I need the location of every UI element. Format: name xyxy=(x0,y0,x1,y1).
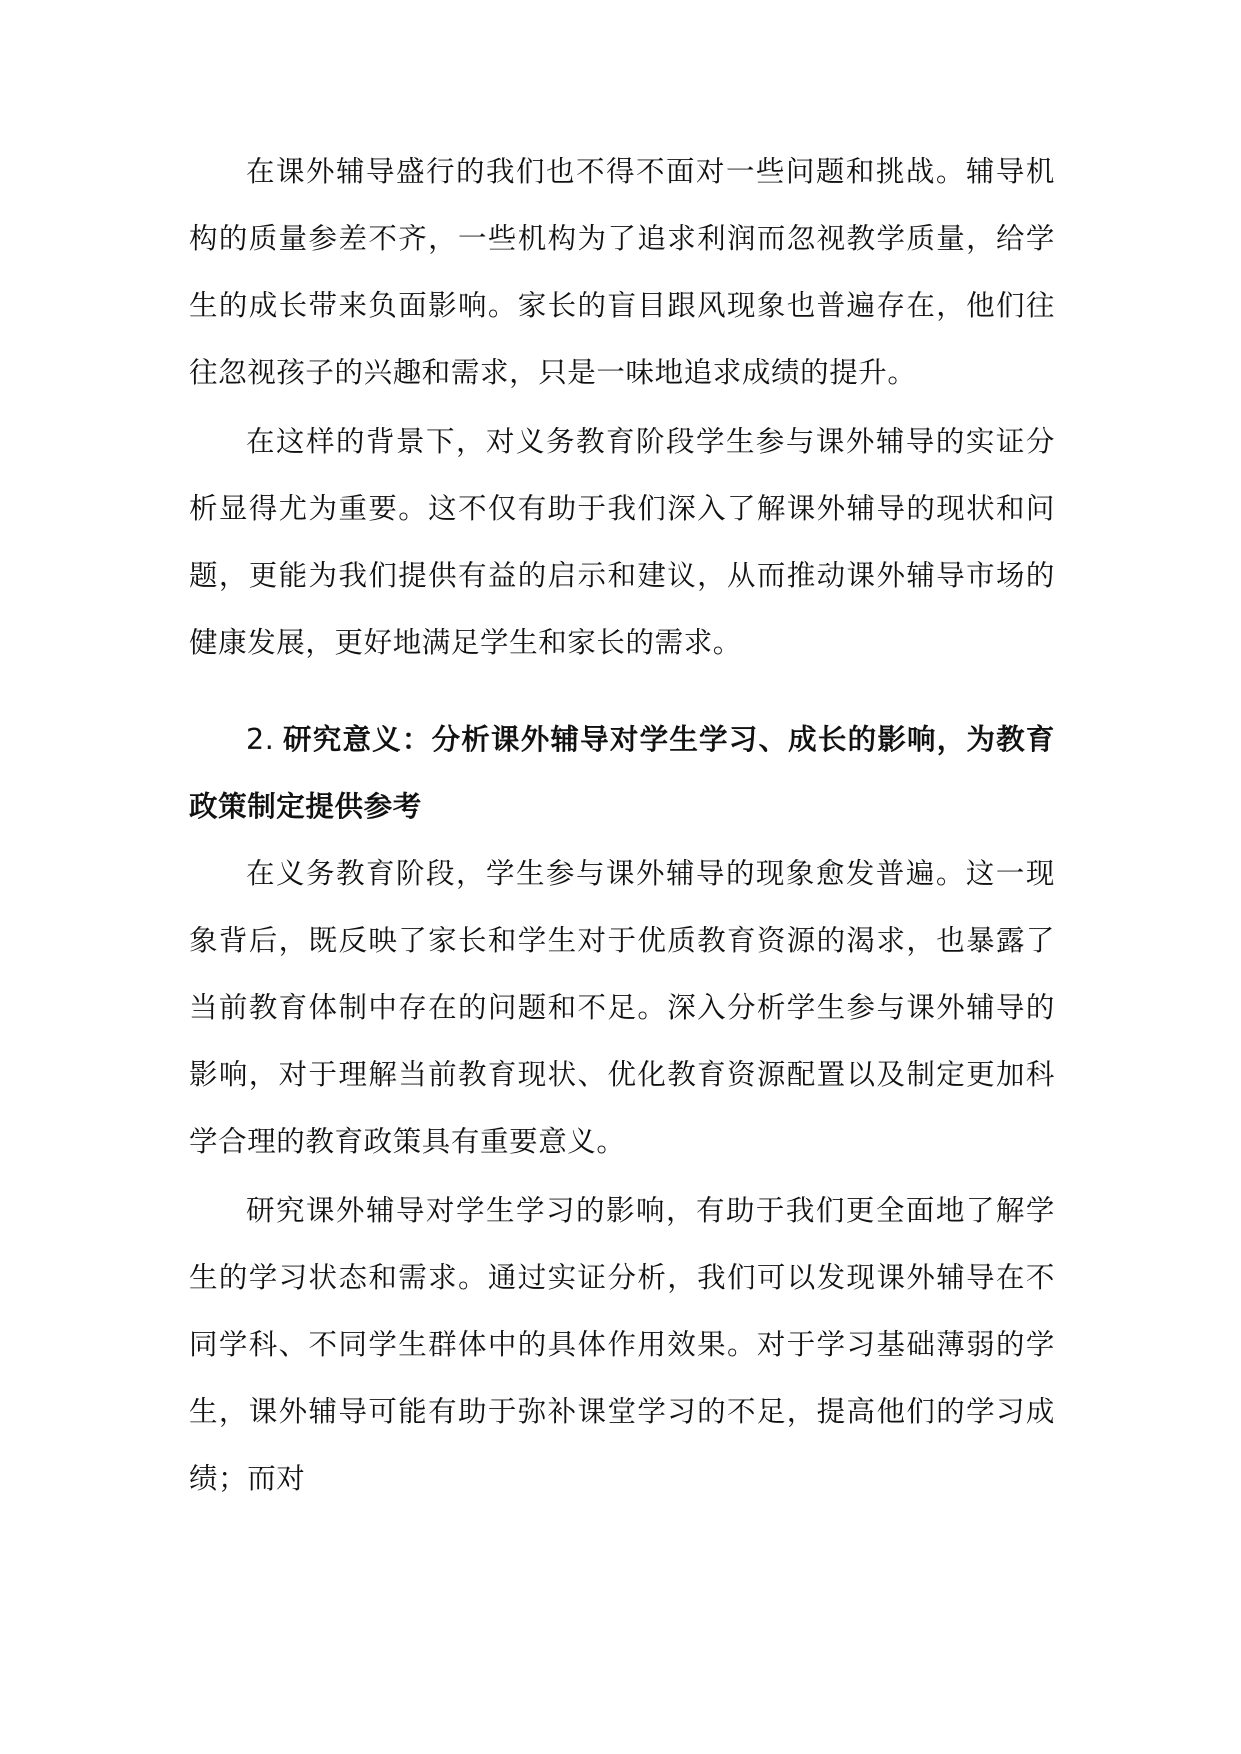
section-number: 2. xyxy=(246,723,275,756)
section-title: 研究意义：分析课外辅导对学生学习、成长的影响，为教育政策制定提供参考 xyxy=(189,723,1055,823)
section-heading xyxy=(189,706,1055,840)
document-body xyxy=(189,138,1055,1514)
paragraph-learning-impact: 研究课外辅导对学生学习的影响，有助于我们更全面地了解学生的学习状态和需求。通过实证分析，我们可以发现课外辅导在不同学科、不同学生群体中的具体作用效果。对于学习基础薄弱的学生，课外辅导可能有助于弥补课堂学习的不足，提高他们的学习成绩；而对 xyxy=(189,1194,1055,1495)
paragraph-background: 在这样的背景下，对义务教育阶段学生参与课外辅导的实证分析显得尤为重要。这不仅有助于我们深入了解课外辅导的现状和问题，更能为我们提供有益的启示和建议，从而推动课外辅导市场的健康发展，更好地满足学生和家长的需求。 xyxy=(189,425,1055,659)
paragraph-challenges: 在课外辅导盛行的我们也不得不面对一些问题和挑战。辅导机构的质量参差不齐，一些机构为了追求利润而忽视教学质量，给学生的成长带来负面影响。家长的盲目跟风现象也普遍存在，他们往往忽视孩子的兴趣和需求，只是一味地追求成绩的提升。 xyxy=(189,155,1055,389)
paragraph-phenomenon: 在义务教育阶段，学生参与课外辅导的现象愈发普遍。这一现象背后，既反映了家长和学生对于优质教育资源的渴求，也暴露了当前教育体制中存在的问题和不足。深入分析学生参与课外辅导的影响，对于理解当前教育现状、优化教育资源配置以及制定更加科学合理的教育政策具有重要意义。 xyxy=(189,857,1055,1158)
